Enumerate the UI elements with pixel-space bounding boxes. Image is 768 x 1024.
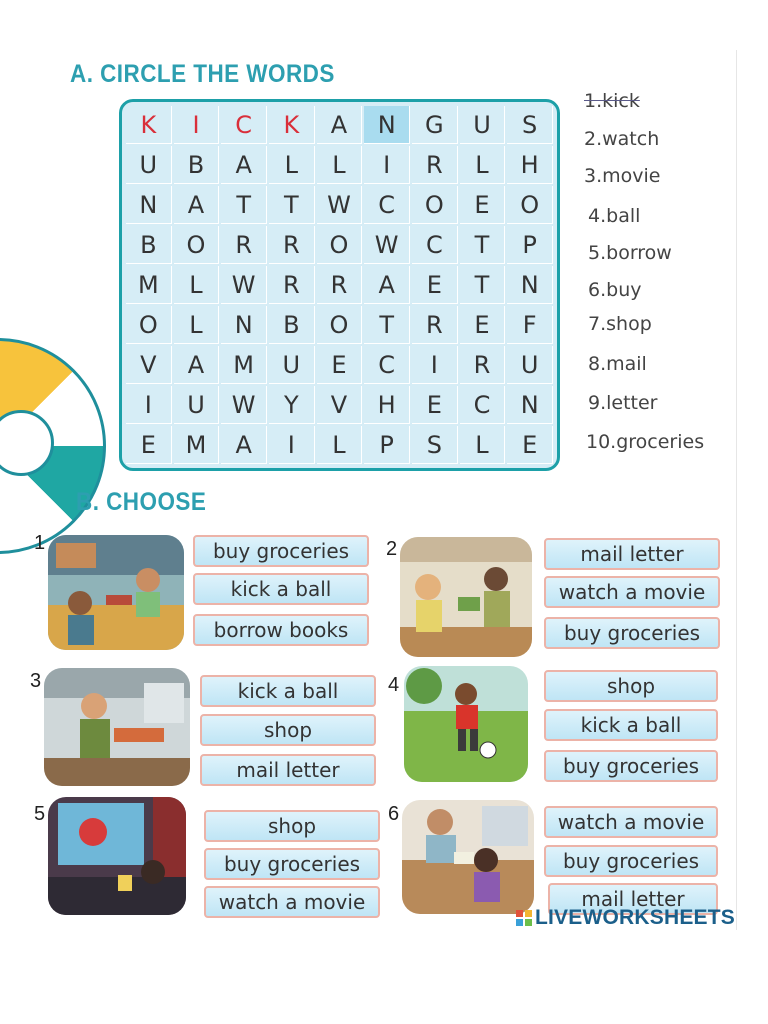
option-button[interactable]: kick a ball: [544, 709, 718, 741]
grid-cell[interactable]: W: [221, 386, 267, 424]
option-button[interactable]: buy groceries: [544, 617, 720, 649]
grid-cell[interactable]: S: [412, 426, 458, 464]
grid-cell[interactable]: U: [174, 386, 220, 424]
grid-cell[interactable]: R: [460, 346, 506, 384]
picture-shop: [44, 668, 190, 786]
section-b-title: B. CHOOSE: [76, 488, 207, 516]
grid-cell[interactable]: L: [460, 146, 506, 184]
word-list-item: 3.movie: [584, 165, 661, 187]
option-button[interactable]: shop: [204, 810, 380, 842]
grid-cell[interactable]: Y: [269, 386, 315, 424]
word-list-item: 6.buy: [588, 279, 642, 301]
grid-cell[interactable]: U: [126, 146, 172, 184]
option-button[interactable]: buy groceries: [193, 535, 369, 567]
option-button[interactable]: shop: [200, 714, 376, 746]
grid-cell[interactable]: B: [174, 146, 220, 184]
grid-cell[interactable]: R: [317, 266, 363, 304]
picture-grocery-store: [400, 537, 532, 657]
grid-cell[interactable]: M: [126, 266, 172, 304]
grid-cell[interactable]: E: [126, 426, 172, 464]
grid-cell[interactable]: L: [317, 426, 363, 464]
word-list-item: 5.borrow: [588, 242, 672, 264]
grid-cell[interactable]: L: [269, 146, 315, 184]
grid-cell[interactable]: O: [174, 226, 220, 264]
grid-cell[interactable]: O: [317, 306, 363, 344]
grid-cell[interactable]: N: [364, 106, 410, 144]
grid-cell[interactable]: I: [412, 346, 458, 384]
grid-cell[interactable]: O: [126, 306, 172, 344]
grid-cell[interactable]: E: [507, 426, 553, 464]
word-list-item: 10.groceries: [586, 431, 705, 453]
grid-cell[interactable]: I: [269, 426, 315, 464]
grid-cell[interactable]: N: [126, 186, 172, 224]
option-button[interactable]: shop: [544, 670, 718, 702]
grid-cell[interactable]: W: [221, 266, 267, 304]
grid-cell[interactable]: K: [126, 106, 172, 144]
grid-cell[interactable]: C: [412, 226, 458, 264]
grid-cell[interactable]: E: [412, 386, 458, 424]
grid-cell[interactable]: C: [221, 106, 267, 144]
grid-cell[interactable]: W: [317, 186, 363, 224]
grid-cell[interactable]: I: [174, 106, 220, 144]
grid-cell[interactable]: R: [221, 226, 267, 264]
grid-cell[interactable]: O: [507, 186, 553, 224]
liveworksheets-logo-icon: [516, 910, 532, 926]
grid-cell[interactable]: U: [507, 346, 553, 384]
grid-cell[interactable]: T: [221, 186, 267, 224]
grid-cell[interactable]: N: [221, 306, 267, 344]
grid-cell[interactable]: E: [460, 306, 506, 344]
option-button[interactable]: mail letter: [200, 754, 376, 786]
grid-cell[interactable]: L: [174, 266, 220, 304]
grid-cell[interactable]: M: [221, 346, 267, 384]
option-button[interactable]: kick a ball: [193, 573, 369, 605]
grid-cell[interactable]: U: [460, 106, 506, 144]
section-a-title: A. CIRCLE THE WORDS: [70, 60, 335, 88]
grid-cell[interactable]: P: [364, 426, 410, 464]
grid-cell[interactable]: I: [364, 146, 410, 184]
grid-cell[interactable]: H: [507, 146, 553, 184]
picture-post-office: [402, 800, 534, 914]
grid-cell[interactable]: R: [412, 146, 458, 184]
option-button[interactable]: kick a ball: [200, 675, 376, 707]
grid-cell[interactable]: B: [269, 306, 315, 344]
grid-cell[interactable]: C: [460, 386, 506, 424]
grid-cell[interactable]: O: [317, 226, 363, 264]
grid-cell[interactable]: M: [174, 426, 220, 464]
grid-cell[interactable]: B: [126, 226, 172, 264]
grid-cell[interactable]: E: [460, 186, 506, 224]
word-list-item: 7.shop: [588, 313, 652, 335]
grid-cell[interactable]: R: [412, 306, 458, 344]
option-button[interactable]: watch a movie: [544, 576, 720, 608]
liveworksheets-brand: LIVEWORKSHEETS: [535, 906, 735, 929]
grid-cell[interactable]: A: [174, 346, 220, 384]
grid-cell[interactable]: N: [507, 266, 553, 304]
word-search-grid[interactable]: [119, 99, 560, 471]
grid-cell[interactable]: W: [364, 226, 410, 264]
grid-cell[interactable]: O: [412, 186, 458, 224]
picture-soccer: [404, 666, 528, 782]
option-button[interactable]: buy groceries: [544, 845, 718, 877]
grid-cell[interactable]: C: [364, 346, 410, 384]
grid-cell[interactable]: E: [412, 266, 458, 304]
grid-cell[interactable]: L: [317, 146, 363, 184]
page-edge-line: [736, 50, 737, 930]
grid-cell[interactable]: T: [269, 186, 315, 224]
grid-cell[interactable]: T: [364, 306, 410, 344]
grid-cell[interactable]: U: [269, 346, 315, 384]
item-number: 5: [34, 803, 46, 825]
item-number: 2: [386, 538, 398, 560]
option-button[interactable]: buy groceries: [544, 750, 718, 782]
grid-cell[interactable]: V: [126, 346, 172, 384]
grid-cell[interactable]: F: [507, 306, 553, 344]
grid-cell[interactable]: L: [460, 426, 506, 464]
grid-cell[interactable]: A: [221, 426, 267, 464]
grid-cell[interactable]: H: [364, 386, 410, 424]
grid-cell[interactable]: V: [317, 386, 363, 424]
word-list-item: 2.watch: [584, 128, 660, 150]
grid-cell[interactable]: N: [507, 386, 553, 424]
word-list-item: 8.mail: [588, 353, 647, 375]
picture-library: [48, 535, 184, 650]
option-button[interactable]: mail letter: [544, 538, 720, 570]
option-button[interactable]: buy groceries: [204, 848, 380, 880]
picture-cinema: [48, 797, 186, 915]
grid-cell[interactable]: L: [174, 306, 220, 344]
grid-cell[interactable]: P: [507, 226, 553, 264]
option-button[interactable]: mail letter: [548, 883, 718, 915]
word-list-item: 9.letter: [588, 392, 658, 414]
word-list-item: 1.kick: [584, 90, 640, 112]
grid-cell[interactable]: G: [412, 106, 458, 144]
grid-cell[interactable]: S: [507, 106, 553, 144]
item-number: 6: [388, 803, 400, 825]
grid-cell[interactable]: K: [269, 106, 315, 144]
grid-cell[interactable]: A: [317, 106, 363, 144]
grid-cell[interactable]: E: [317, 346, 363, 384]
grid-cell[interactable]: R: [269, 266, 315, 304]
grid-cell[interactable]: A: [364, 266, 410, 304]
option-button[interactable]: watch a movie: [544, 806, 718, 838]
grid-cell[interactable]: I: [126, 386, 172, 424]
grid-cell[interactable]: R: [269, 226, 315, 264]
option-button[interactable]: borrow books: [193, 614, 369, 646]
grid-cell[interactable]: T: [460, 266, 506, 304]
grid-cell[interactable]: T: [460, 226, 506, 264]
option-button[interactable]: watch a movie: [204, 886, 380, 918]
item-number: 4: [388, 674, 400, 696]
item-number: 3: [30, 670, 42, 692]
grid-cell[interactable]: C: [364, 186, 410, 224]
word-list-item: 4.ball: [588, 205, 641, 227]
grid-cell[interactable]: A: [174, 186, 220, 224]
grid-cell[interactable]: A: [221, 146, 267, 184]
item-number: 1: [34, 532, 46, 554]
